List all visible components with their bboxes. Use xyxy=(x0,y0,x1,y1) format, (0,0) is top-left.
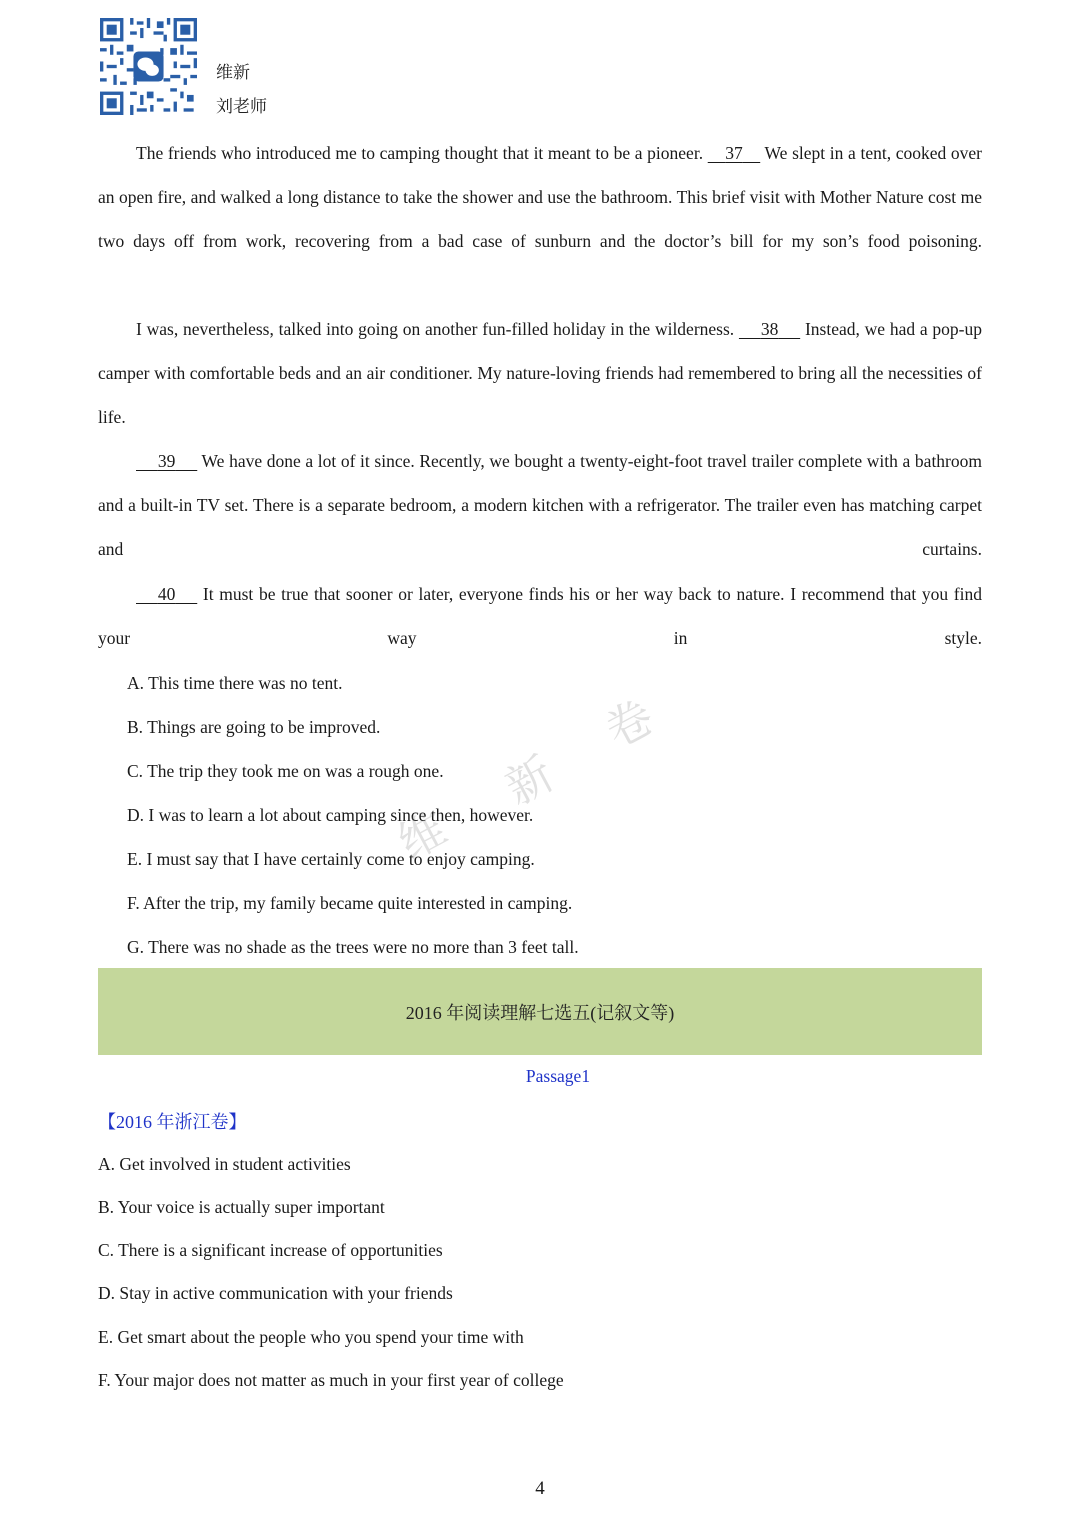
option-f: F. After the trip, my family became quite interested in camping. xyxy=(127,893,573,913)
option-e: E. I must say that I have certainly come to enjoy camping. xyxy=(127,849,535,869)
blank-40: 40 xyxy=(157,584,176,604)
header-author-name: 维新 xyxy=(216,63,250,82)
option-a: A. This time there was no tent. xyxy=(127,673,343,693)
header-author-title: 刘老师 xyxy=(216,97,267,116)
page-number: 4 xyxy=(535,1478,545,1499)
watermark-char-1: 维 xyxy=(389,801,456,871)
option-2-f: F. Your major does not matter as much in your first year of college xyxy=(98,1370,564,1390)
option-2-e: E. Get smart about the people who you spend your time with xyxy=(98,1327,524,1347)
section-title-band xyxy=(98,968,982,1055)
blank-39: 39 xyxy=(157,451,176,471)
blank-37: 37 xyxy=(725,143,743,163)
option-2-b: B. Your voice is actually super important xyxy=(98,1197,385,1217)
watermark-char-2: 新 xyxy=(496,746,563,816)
option-d: D. I was to learn a lot about camping since then, however. xyxy=(127,805,534,825)
blank-38: 38 xyxy=(760,319,779,339)
passage-paragraph-3: 39 We have done a lot of it since. Recently, we bought a twenty-eight-foot travel trailer complete with a bathroom and a built-in TV set. There is a separate bedroom, a modern kitchen with a refrigerator. The trailer even has matching carpet and curtains. xyxy=(98,439,982,571)
passage-paragraph-1: The friends who introduced me to camping thought that it meant to be a pioneer. 37 We slept in a tent, cooked over an open fire, and walked a long distance to take the shower and use the bathroom. This brief visit with Mother Nature cost me two days off from work, recovering from a bad case of sunburn and the doctor’s bill for my son’s food poisoning. xyxy=(98,131,982,263)
qr-code-image xyxy=(100,18,197,115)
option-b: B. Things are going to be improved. xyxy=(127,717,381,737)
option-g: G. There was no shade as the trees were no more than 3 feet tall. xyxy=(127,937,579,957)
passage-label: Passage1 xyxy=(525,1066,591,1086)
passage-paragraph-4: 40 It must be true that sooner or later, everyone finds his or her way back to nature. I recommend that you find your way in style. xyxy=(98,572,982,660)
option-c: C. The trip they took me on was a rough one. xyxy=(127,761,444,781)
passage-paragraph-2: I was, nevertheless, talked into going on another fun-filled holiday in the wilderness. 38 Instead, we had a pop-up camper with comfortable beds and an air conditioner. My nature-loving friends had remembered to bring all the necessities of life. xyxy=(98,307,982,439)
watermark-char-3: 卷 xyxy=(596,689,663,759)
option-2-c: C. There is a significant increase of opportunities xyxy=(98,1240,443,1260)
source-label: 【2016 年浙江卷】 xyxy=(98,1112,247,1132)
option-2-a: A. Get involved in student activities xyxy=(98,1154,351,1174)
section-title: 2016 年阅读理解七选五(记叙文等) xyxy=(405,1002,675,1023)
option-2-d: D. Stay in active communication with your friends xyxy=(98,1283,453,1303)
